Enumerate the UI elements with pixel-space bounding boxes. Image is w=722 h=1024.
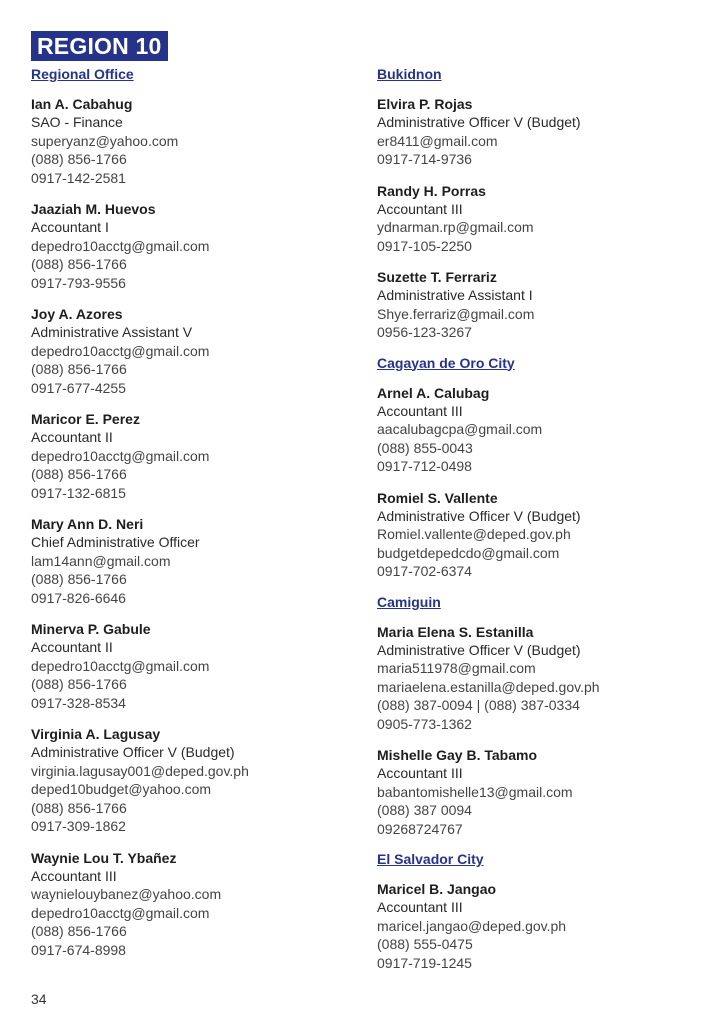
person-name: Ian A. Cabahug [31,96,133,112]
contact-phone: 0917-142-2581 [31,169,126,186]
person-position: Accountant I [31,219,109,235]
person-position: Administrative Officer V (Budget) [377,114,581,130]
contact-phone: 0956-123-3267 [377,324,472,340]
contact-entry [31,305,361,397]
contact-entry [31,410,361,502]
contact-entry [31,200,361,292]
contact-phone: 0917-719-1245 [377,954,472,971]
section-heading: Regional Office [31,66,134,82]
contact-phone: 0917-132-6815 [31,484,126,501]
contact-email: virginia.lagusay001@deped.gov.ph [31,762,249,779]
contact-phone: (088) 855-0043 [377,439,473,456]
contact-phone: (088) 856-1766 [31,923,127,939]
person-name: Suzette T. Ferrariz [377,269,497,285]
person-name: Joy A. Azores [31,306,123,322]
contact-phone: 0917-309-1862 [31,818,126,834]
page-number: 34 [31,991,47,1007]
contact-email: superyanz@yahoo.com [31,132,179,149]
section-bukidnon [377,66,707,342]
left-column [31,66,361,972]
contact-entry [377,182,707,256]
person-position: Administrative Officer V (Budget) [31,744,235,760]
person-position: Accountant II [31,429,113,445]
contact-email: depedro10acctg@gmail.com [31,657,210,674]
person-name: Minerva P. Gabule [31,621,151,637]
section-heading: El Salvador City [377,851,484,867]
person-position: Accountant III [31,867,117,884]
person-position: Administrative Officer V (Budget) [377,507,581,524]
person-name: Maricel B. Jangao [377,881,497,897]
contact-entry [377,95,707,169]
contact-phone: 0917-328-8534 [31,694,126,711]
person-position: Administrative Assistant V [31,324,193,340]
contact-email: depedro10acctg@gmail.com [31,447,210,464]
contact-entry [31,95,361,187]
contact-entry [377,880,707,972]
person-position: Accountant III [377,899,463,915]
person-position: SAO - Finance [31,114,123,130]
section-camiguin [377,594,707,839]
contact-email: deped10budget@yahoo.com [31,781,212,797]
contact-phone: 0917-105-2250 [377,237,472,254]
section-regional-office [31,66,361,959]
contact-phone: (088) 555-0475 [377,936,473,952]
contact-phone: 0917-712-0498 [377,458,472,474]
contact-phone: (088) 856-1766 [31,256,127,272]
person-position: Accountant II [31,639,113,655]
contact-entry [377,623,707,734]
person-name: Virginia A. Lagusay [31,726,161,742]
contact-phone: 0917-674-8998 [31,941,126,958]
contact-email: maria511978@gmail.com [377,660,536,676]
person-name: Mary Ann D. Neri [31,516,144,532]
contact-phone: 0917-793-9556 [31,274,126,291]
section-heading: Camiguin [377,593,441,610]
contact-email: depedro10acctg@gmail.com [31,237,210,254]
contact-phone: (088) 856-1766 [31,676,127,692]
contact-email: er8411@gmail.com [377,132,498,149]
person-position: Administrative Officer V (Budget) [377,641,581,658]
contact-entry [31,849,361,960]
person-name: Waynie Lou T. Ybañez [31,849,177,866]
section-heading: Cagayan de Oro City [377,354,515,371]
contact-phone: (088) 856-1766 [31,571,127,587]
contact-phone: (088) 387-0094 | (088) 387-0334 [377,697,580,713]
contact-phone: (088) 387 0094 [377,802,472,818]
contact-entry [31,620,361,712]
contact-email: ydnarman.rp@gmail.com [377,219,534,235]
contact-entry [377,746,707,838]
person-name: Maria Elena S. Estanilla [377,623,534,640]
contact-phone: 0917-714-9736 [377,151,472,167]
contact-phone: 0917-677-4255 [31,379,126,396]
person-position: Administrative Assistant I [377,287,533,303]
region-title: REGION 10 [31,31,168,61]
person-position: Accountant III [377,200,463,217]
contact-entry [377,384,707,476]
contact-phone: (088) 856-1766 [31,799,127,816]
person-name: Elvira P. Rojas [377,96,473,112]
section-heading: Bukidnon [377,66,442,82]
person-name: Maricor E. Perez [31,411,140,427]
contact-phone: (088) 856-1766 [31,361,127,377]
contact-phone: 09268724767 [377,820,463,837]
contact-email: babantomishelle13@gmail.com [377,783,573,800]
contact-email: Shye.ferrariz@gmail.com [377,305,535,322]
contact-entry [31,725,361,836]
person-name: Jaaziah M. Huevos [31,201,156,217]
right-column [377,66,707,985]
person-position: Accountant III [377,402,463,419]
contact-phone: 0905-773-1362 [377,715,472,732]
contact-entry [377,489,707,581]
contact-email: aacalubagcpa@gmail.com [377,421,543,437]
contact-email: mariaelena.estanilla@deped.gov.ph [377,678,600,695]
contact-email: waynielouybanez@yahoo.com [31,886,222,902]
contact-email: Romiel.vallente@deped.gov.ph [377,526,571,542]
person-name: Arnel A. Calubag [377,384,490,401]
contact-email: lam14ann@gmail.com [31,552,171,569]
person-position: Chief Administrative Officer [31,534,200,550]
contact-email: budgetdepedcdo@gmail.com [377,544,560,561]
person-name: Randy H. Porras [377,182,486,199]
person-position: Accountant III [377,765,463,781]
contact-email: depedro10acctg@gmail.com [31,342,210,359]
contact-phone: (088) 856-1766 [31,466,127,482]
section-el-salvador-city [377,851,707,972]
contact-entry [377,268,707,342]
contact-phone: (088) 856-1766 [31,151,127,167]
contact-phone: 0917-702-6374 [377,563,472,579]
contact-entry [31,515,361,607]
contact-phone: 0917-826-6646 [31,589,126,606]
section-cagayan-de-oro-city [377,355,707,581]
contact-email: maricel.jangao@deped.gov.ph [377,917,567,934]
person-name: Mishelle Gay B. Tabamo [377,747,538,763]
person-name: Romiel S. Vallente [377,489,498,506]
contact-email: depedro10acctg@gmail.com [31,904,210,921]
